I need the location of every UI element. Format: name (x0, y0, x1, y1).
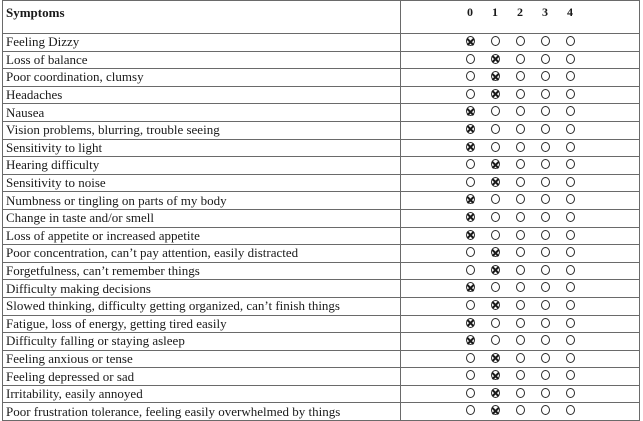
circle-icon (566, 405, 575, 415)
circle-icon (566, 335, 575, 345)
circle-icon (491, 370, 500, 380)
rating-bubble[interactable] (540, 265, 551, 277)
circle-icon (491, 159, 500, 169)
rating-options (401, 368, 640, 386)
circle-icon (566, 106, 575, 116)
rating-bubble[interactable] (490, 124, 501, 136)
symptom-label: Vision problems, blurring, trouble seeing (3, 121, 401, 139)
rating-bubble[interactable] (515, 142, 526, 154)
rating-bubble[interactable] (515, 370, 526, 382)
rating-bubble[interactable] (565, 194, 576, 206)
rating-bubble[interactable] (465, 159, 476, 171)
circle-icon (541, 353, 550, 363)
circle-icon (541, 230, 550, 240)
circle-icon (541, 36, 550, 46)
table-header-row (3, 1, 640, 34)
circle-icon (541, 370, 550, 380)
rating-bubble[interactable] (515, 265, 526, 277)
table-row (3, 333, 640, 351)
circle-icon (541, 194, 550, 204)
symptom-label: Hearing difficulty (3, 157, 401, 175)
table-row (3, 227, 640, 245)
circle-icon (566, 370, 575, 380)
rating-options (401, 245, 640, 263)
rating-options (401, 157, 640, 175)
rating-bubble[interactable] (465, 405, 476, 417)
rating-bubble-selected[interactable] (465, 106, 476, 118)
symptom-label: Feeling Dizzy (3, 34, 401, 52)
circle-icon (566, 159, 575, 169)
circle-icon (516, 265, 525, 275)
rating-bubble[interactable] (465, 300, 476, 312)
circle-icon (516, 335, 525, 345)
rating-bubble[interactable] (565, 405, 576, 417)
rating-options (401, 69, 640, 87)
circle-icon (491, 405, 500, 415)
rating-bubble[interactable] (540, 89, 551, 101)
rating-options (401, 333, 640, 351)
rating-bubble[interactable] (540, 388, 551, 400)
rating-bubble[interactable] (490, 335, 501, 347)
circle-icon (466, 194, 475, 204)
rating-bubble[interactable] (490, 194, 501, 206)
scale-label-0: 0 (467, 5, 473, 19)
rating-bubble[interactable] (515, 230, 526, 242)
rating-bubble-selected[interactable] (465, 335, 476, 347)
symptom-label: Difficulty making decisions (3, 280, 401, 298)
table-row (3, 368, 640, 386)
circle-icon (491, 247, 500, 257)
circle-icon (516, 124, 525, 134)
rating-bubble[interactable] (465, 247, 476, 259)
circle-icon (566, 89, 575, 99)
symptom-label: Irritability, easily annoyed (3, 385, 401, 403)
rating-bubble[interactable] (565, 212, 576, 224)
rating-bubble[interactable] (565, 335, 576, 347)
circle-icon (466, 142, 475, 152)
rating-options (401, 104, 640, 122)
rating-bubble[interactable] (540, 247, 551, 259)
table-row (3, 297, 640, 315)
rating-bubble[interactable] (465, 370, 476, 382)
rating-bubble[interactable] (515, 71, 526, 83)
circle-icon (491, 124, 500, 134)
table-row (3, 315, 640, 333)
circle-icon (466, 36, 475, 46)
symptom-label: Loss of appetite or increased appetite (3, 227, 401, 245)
rating-options (401, 350, 640, 368)
rating-bubble[interactable] (565, 388, 576, 400)
circle-icon (466, 318, 475, 328)
rating-bubble[interactable] (540, 54, 551, 66)
table-row (3, 209, 640, 227)
rating-bubble[interactable] (490, 36, 501, 48)
circle-icon (541, 177, 550, 187)
table-row (3, 174, 640, 192)
rating-bubble[interactable] (540, 405, 551, 417)
rating-bubble[interactable] (515, 300, 526, 312)
circle-icon (491, 282, 500, 292)
rating-bubble[interactable] (515, 194, 526, 206)
circle-icon (516, 388, 525, 398)
rating-options (401, 403, 640, 421)
rating-bubble[interactable] (565, 265, 576, 277)
circle-icon (491, 265, 500, 275)
rating-bubble[interactable] (540, 124, 551, 136)
circle-icon (566, 318, 575, 328)
rating-options (401, 209, 640, 227)
circle-icon (491, 300, 500, 310)
circle-icon (491, 230, 500, 240)
symptom-label: Feeling anxious or tense (3, 350, 401, 368)
table-row (3, 104, 640, 122)
rating-bubble[interactable] (540, 230, 551, 242)
circle-icon (466, 265, 475, 275)
rating-options (401, 192, 640, 210)
rating-bubble[interactable] (565, 54, 576, 66)
circle-icon (466, 124, 475, 134)
rating-bubble[interactable] (515, 124, 526, 136)
circle-icon (541, 89, 550, 99)
table-row (3, 280, 640, 298)
circle-icon (516, 230, 525, 240)
circle-icon (516, 159, 525, 169)
circle-icon (491, 71, 500, 81)
symptom-label: Sensitivity to light (3, 139, 401, 157)
rating-bubble[interactable] (565, 142, 576, 154)
table-row (3, 34, 640, 52)
circle-icon (516, 353, 525, 363)
rating-bubble[interactable] (540, 282, 551, 294)
circle-icon (466, 370, 475, 380)
table-row (3, 51, 640, 69)
symptom-label: Nausea (3, 104, 401, 122)
rating-bubble-selected[interactable] (490, 54, 501, 66)
scale-label-4: 4 (567, 5, 573, 19)
circle-icon (566, 353, 575, 363)
rating-bubble-selected[interactable] (490, 247, 501, 259)
rating-bubble[interactable] (540, 177, 551, 189)
circle-icon (516, 318, 525, 328)
circle-icon (566, 36, 575, 46)
circle-icon (491, 142, 500, 152)
rating-bubble[interactable] (465, 353, 476, 365)
rating-bubble[interactable] (540, 36, 551, 48)
circle-icon (566, 212, 575, 222)
circle-icon (516, 71, 525, 81)
rating-bubble-selected[interactable] (465, 318, 476, 330)
rating-bubble[interactable] (565, 300, 576, 312)
rating-bubble-selected[interactable] (465, 230, 476, 242)
circle-icon (566, 282, 575, 292)
circle-icon (566, 142, 575, 152)
circle-icon (541, 265, 550, 275)
scale-label-2: 2 (517, 5, 523, 19)
rating-bubble[interactable] (490, 142, 501, 154)
circle-icon (541, 300, 550, 310)
circle-icon (516, 247, 525, 257)
circle-icon (541, 318, 550, 328)
rating-bubble-selected[interactable] (490, 71, 501, 83)
symptom-label: Forgetfulness, can’t remember things (3, 262, 401, 280)
rating-bubble[interactable] (540, 71, 551, 83)
rating-bubble[interactable] (515, 247, 526, 259)
circle-icon (516, 194, 525, 204)
circle-icon (466, 177, 475, 187)
circle-icon (516, 370, 525, 380)
rating-options (401, 139, 640, 157)
circle-icon (466, 388, 475, 398)
rating-options (401, 262, 640, 280)
rating-options (401, 174, 640, 192)
circle-icon (541, 335, 550, 345)
circle-icon (541, 159, 550, 169)
rating-options (401, 51, 640, 69)
symptom-rows (3, 34, 640, 421)
rating-options (401, 280, 640, 298)
rating-bubble[interactable] (565, 230, 576, 242)
rating-bubble[interactable] (490, 212, 501, 224)
circle-icon (541, 142, 550, 152)
circle-icon (516, 142, 525, 152)
rating-bubble-selected[interactable] (490, 370, 501, 382)
symptom-label: Poor frustration tolerance, feeling easily overwhelmed by things (3, 403, 401, 421)
rating-bubble[interactable] (465, 54, 476, 66)
rating-bubble[interactable] (540, 159, 551, 171)
circle-icon (541, 212, 550, 222)
rating-bubble[interactable] (515, 177, 526, 189)
circle-icon (516, 177, 525, 187)
circle-icon (466, 159, 475, 169)
rating-bubble[interactable] (515, 159, 526, 171)
rating-bubble[interactable] (515, 54, 526, 66)
rating-bubble-selected[interactable] (490, 300, 501, 312)
circle-icon (516, 282, 525, 292)
circle-icon (541, 388, 550, 398)
circle-icon (541, 71, 550, 81)
circle-icon (466, 106, 475, 116)
rating-bubble[interactable] (540, 106, 551, 118)
rating-bubble[interactable] (490, 230, 501, 242)
rating-options (401, 86, 640, 104)
rating-bubble[interactable] (490, 282, 501, 294)
rating-bubble[interactable] (490, 106, 501, 118)
circle-icon (491, 194, 500, 204)
rating-bubble[interactable] (565, 106, 576, 118)
rating-bubble[interactable] (540, 370, 551, 382)
rating-bubble[interactable] (515, 405, 526, 417)
circle-icon (516, 405, 525, 415)
symptom-label: Poor coordination, clumsy (3, 69, 401, 87)
circle-icon (491, 212, 500, 222)
rating-options (401, 385, 640, 403)
rating-bubble[interactable] (515, 388, 526, 400)
scale-label-1: 1 (492, 5, 498, 19)
circle-icon (566, 194, 575, 204)
rating-bubble-selected[interactable] (465, 194, 476, 206)
rating-bubble[interactable] (540, 212, 551, 224)
rating-bubble[interactable] (565, 159, 576, 171)
rating-bubble[interactable] (465, 71, 476, 83)
rating-bubble-selected[interactable] (490, 388, 501, 400)
circle-icon (466, 335, 475, 345)
circle-icon (491, 89, 500, 99)
rating-options (401, 227, 640, 245)
rating-bubble[interactable] (540, 335, 551, 347)
symptom-label: Change in taste and/or smell (3, 209, 401, 227)
circle-icon (566, 300, 575, 310)
circle-icon (516, 89, 525, 99)
rating-options (401, 121, 640, 139)
circle-icon (491, 353, 500, 363)
table-row (3, 403, 640, 421)
rating-bubble[interactable] (465, 388, 476, 400)
circle-icon (541, 405, 550, 415)
circle-icon (466, 247, 475, 257)
circle-icon (566, 177, 575, 187)
circle-icon (466, 89, 475, 99)
rating-bubble-selected[interactable] (465, 212, 476, 224)
rating-bubble[interactable] (540, 194, 551, 206)
circle-icon (466, 212, 475, 222)
rating-bubble-selected[interactable] (465, 142, 476, 154)
circle-icon (466, 405, 475, 415)
table-row (3, 385, 640, 403)
rating-bubble-selected[interactable] (490, 265, 501, 277)
rating-bubble[interactable] (515, 282, 526, 294)
rating-scale-header (401, 1, 640, 34)
circle-icon (566, 265, 575, 275)
symptom-label: Headaches (3, 86, 401, 104)
rating-bubble[interactable] (515, 335, 526, 347)
circle-icon (516, 300, 525, 310)
rating-bubble[interactable] (490, 318, 501, 330)
circle-icon (466, 300, 475, 310)
circle-icon (466, 71, 475, 81)
rating-bubble[interactable] (515, 212, 526, 224)
rating-bubble[interactable] (565, 318, 576, 330)
circle-icon (516, 106, 525, 116)
rating-bubble[interactable] (565, 36, 576, 48)
table-row (3, 139, 640, 157)
symptoms-column-header: Symptoms (3, 1, 401, 34)
circle-icon (466, 353, 475, 363)
circle-icon (566, 230, 575, 240)
circle-icon (466, 230, 475, 240)
rating-bubble[interactable] (565, 370, 576, 382)
circle-icon (491, 177, 500, 187)
circle-icon (541, 106, 550, 116)
rating-bubble-selected[interactable] (465, 36, 476, 48)
circle-icon (566, 54, 575, 64)
table-row (3, 245, 640, 263)
rating-bubble[interactable] (465, 177, 476, 189)
circle-icon (566, 388, 575, 398)
circle-icon (466, 282, 475, 292)
table-row (3, 121, 640, 139)
table-row (3, 192, 640, 210)
rating-bubble-selected[interactable] (490, 159, 501, 171)
rating-bubble[interactable] (565, 353, 576, 365)
circle-icon (491, 335, 500, 345)
symptom-rating-table (2, 0, 640, 421)
rating-bubble-selected[interactable] (465, 282, 476, 294)
rating-bubble-selected[interactable] (490, 405, 501, 417)
rating-bubble[interactable] (565, 71, 576, 83)
circle-icon (491, 388, 500, 398)
rating-bubble[interactable] (515, 318, 526, 330)
rating-bubble[interactable] (540, 318, 551, 330)
circle-icon (491, 318, 500, 328)
rating-bubble[interactable] (465, 265, 476, 277)
table-row (3, 157, 640, 175)
symptom-label: Loss of balance (3, 51, 401, 69)
circle-icon (516, 54, 525, 64)
rating-bubble[interactable] (515, 36, 526, 48)
circle-icon (491, 54, 500, 64)
scale-label-3: 3 (542, 5, 548, 19)
symptom-label: Sensitivity to noise (3, 174, 401, 192)
rating-bubble[interactable] (515, 106, 526, 118)
rating-bubble[interactable] (565, 247, 576, 259)
rating-bubble-selected[interactable] (465, 124, 476, 136)
rating-bubble-selected[interactable] (490, 89, 501, 101)
table-row (3, 69, 640, 87)
circle-icon (566, 124, 575, 134)
circle-icon (541, 54, 550, 64)
rating-bubble[interactable] (465, 89, 476, 101)
symptom-label: Feeling depressed or sad (3, 368, 401, 386)
rating-bubble[interactable] (565, 124, 576, 136)
circle-icon (516, 212, 525, 222)
circle-icon (491, 36, 500, 46)
symptom-label: Numbness or tingling on parts of my body (3, 192, 401, 210)
rating-bubble[interactable] (515, 89, 526, 101)
symptom-label: Difficulty falling or staying asleep (3, 333, 401, 351)
circle-icon (541, 247, 550, 257)
rating-bubble[interactable] (565, 89, 576, 101)
rating-options (401, 34, 640, 52)
symptom-label: Poor concentration, can’t pay attention, easily distracted (3, 245, 401, 263)
table-row (3, 86, 640, 104)
circle-icon (516, 36, 525, 46)
rating-bubble[interactable] (565, 177, 576, 189)
rating-bubble-selected[interactable] (490, 353, 501, 365)
rating-bubble[interactable] (515, 353, 526, 365)
circle-icon (466, 54, 475, 64)
table-row (3, 350, 640, 368)
circle-icon (541, 282, 550, 292)
rating-bubble[interactable] (540, 353, 551, 365)
circle-icon (566, 71, 575, 81)
rating-bubble[interactable] (540, 142, 551, 154)
rating-options (401, 297, 640, 315)
rating-bubble[interactable] (565, 282, 576, 294)
rating-bubble[interactable] (540, 300, 551, 312)
symptom-label: Fatigue, loss of energy, getting tired easily (3, 315, 401, 333)
circle-icon (541, 124, 550, 134)
table-row (3, 262, 640, 280)
circle-icon (491, 106, 500, 116)
rating-bubble-selected[interactable] (490, 177, 501, 189)
rating-options (401, 315, 640, 333)
circle-icon (566, 247, 575, 257)
symptom-label: Slowed thinking, difficulty getting organized, can’t finish things (3, 297, 401, 315)
